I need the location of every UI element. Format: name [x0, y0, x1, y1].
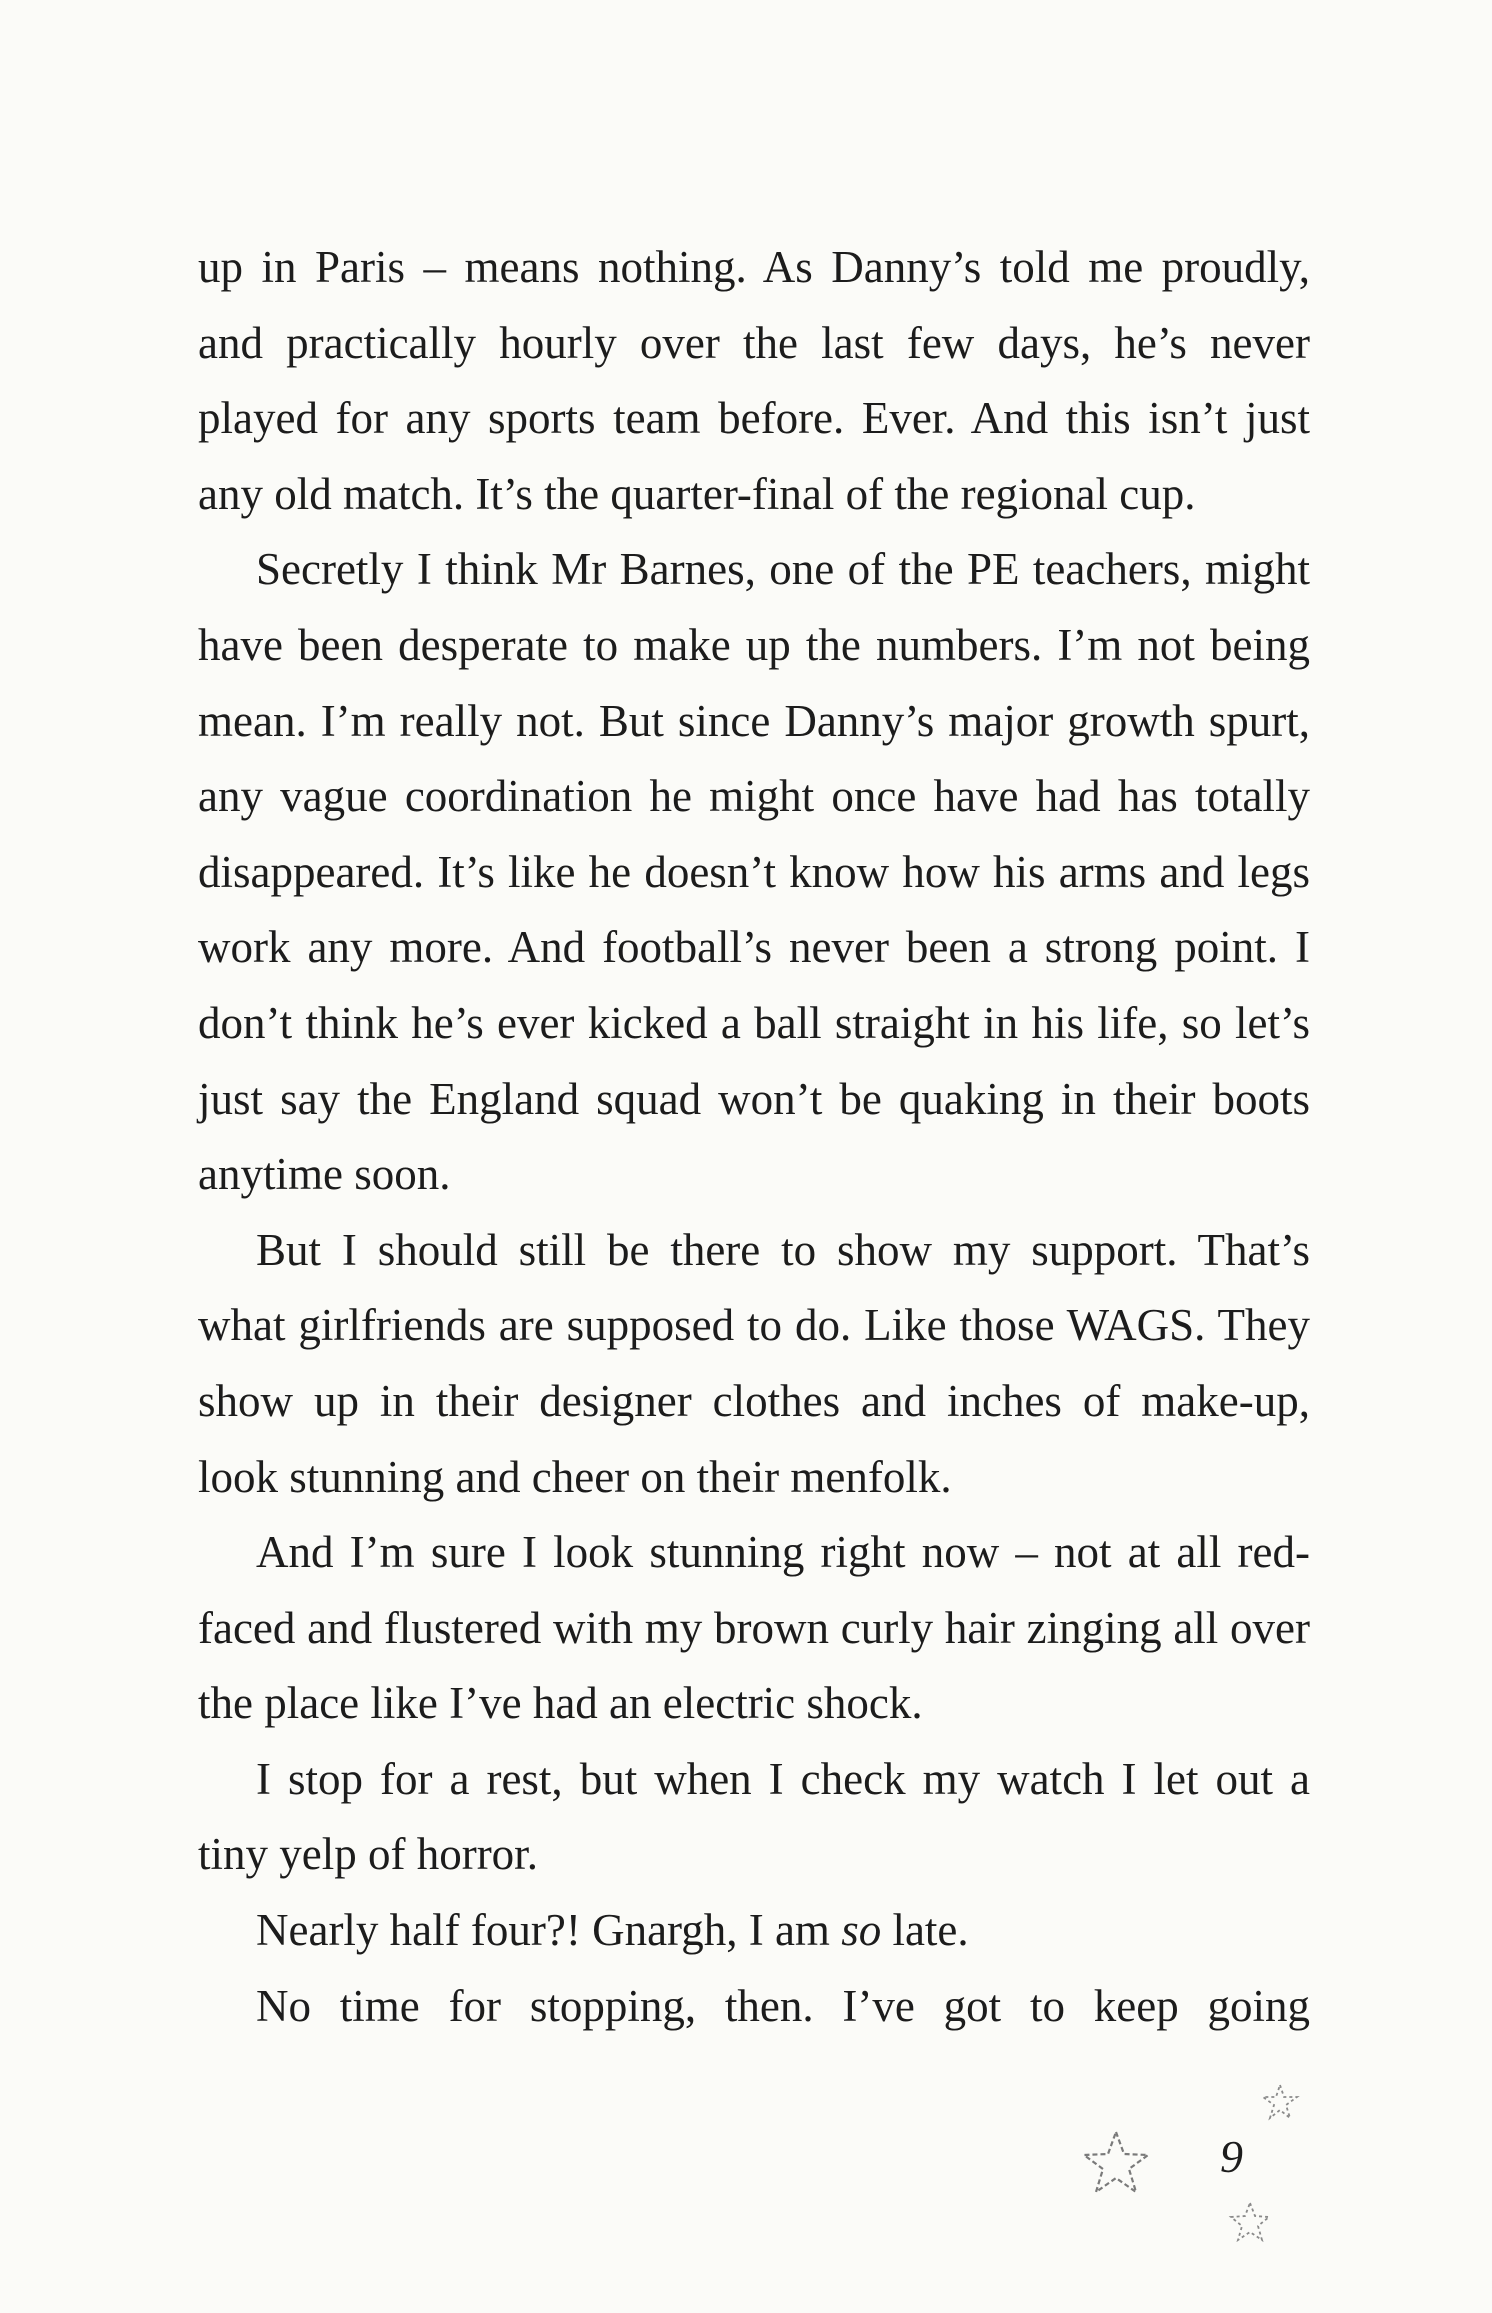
- paragraph-6: [198, 1893, 1310, 1969]
- paragraph-2: [198, 532, 1310, 1212]
- paragraph-1-text: up in Paris – means nothing. As Danny’s told me proudly, and practically hourly over the last few days, he’s never played for any sports team before. Ever. And this isn’t just any old match. It’s the quarter-final of the regional cup.: [198, 242, 1310, 519]
- paragraph-7: [198, 1969, 1310, 2045]
- paragraph-1: [198, 230, 1310, 532]
- body-text: [198, 230, 1310, 2044]
- star-doodle-icon: [1228, 2200, 1272, 2244]
- paragraph-4: [198, 1515, 1310, 1742]
- page-number: 9: [1220, 2131, 1243, 2182]
- paragraph-4-text: And I’m sure I look stunning right now – not at all red-faced and flustered with my brown curly hair zinging all over the place like I’ve had an electric shock.: [198, 1527, 1310, 1729]
- paragraph-3: [198, 1213, 1310, 1515]
- paragraph-2-text: Secretly I think Mr Barnes, one of the PE teachers, might have been desperate to make up the numbers. I’m not being mean. I’m really not. But since Danny’s major growth spurt, any vague coordination he might once have had has totally disappeared. It’s like he doesn’t know how his arms and legs work any more. And football’s never been a strong point. I don’t think he’s ever kicked a ball straight in his life, so let’s just say the England squad won’t be quaking in their boots anytime soon.: [198, 544, 1310, 1200]
- paragraph-6-text-end: late.: [881, 1905, 969, 1956]
- paragraph-7-text: No time for stopping, then. I’ve got to keep going: [256, 1980, 1310, 2031]
- star-doodle-icon: [1080, 2126, 1152, 2198]
- star-doodle-icon: [1260, 2082, 1300, 2122]
- paragraph-6-emphasis: so: [841, 1905, 882, 1956]
- paragraph-3-text: But I should still be there to show my support. That’s what girlfriends are supposed to do. Like those WAGS. They show up in their designer clothes and inches of make-up, look stunning and cheer on their menfolk.: [198, 1224, 1310, 1502]
- page-footer: [1060, 2060, 1300, 2260]
- paragraph-6-text-start: Nearly half four?! Gnargh, I am: [256, 1905, 842, 1956]
- paragraph-5: [198, 1742, 1310, 1893]
- paragraph-5-text: I stop for a rest, but when I check my watch I let out a tiny yelp of horror.: [198, 1753, 1310, 1880]
